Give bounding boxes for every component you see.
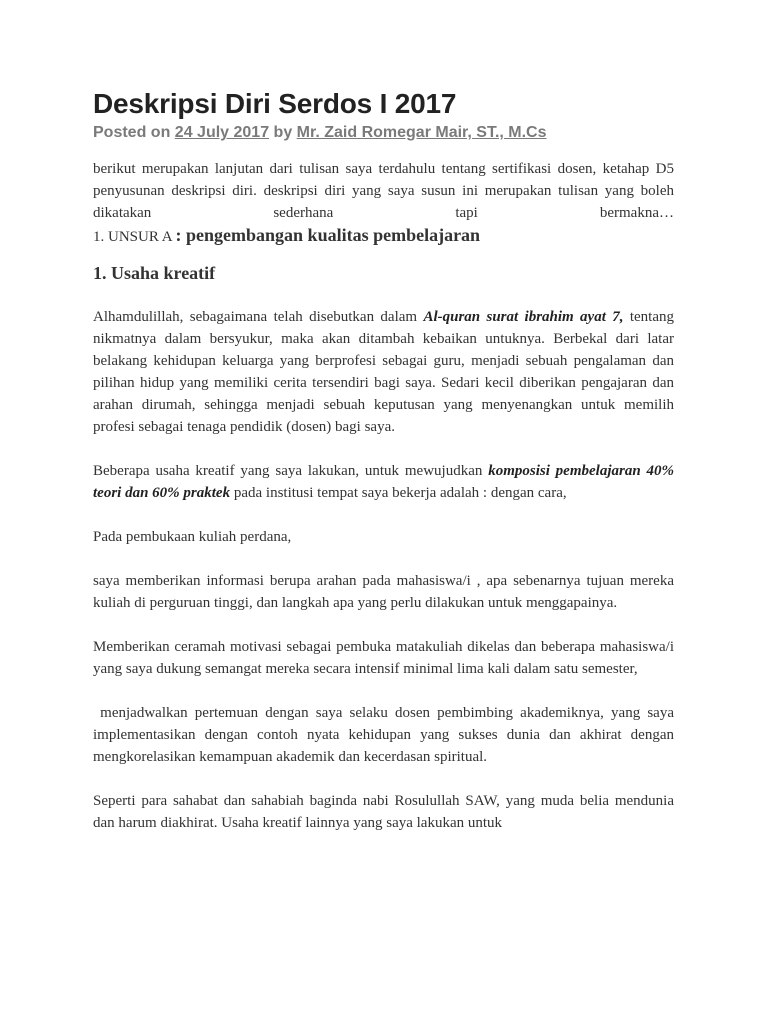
unsur-label: 1. UNSUR A bbox=[93, 229, 172, 245]
paragraph-7: Seperti para sahabat dan sahabiah baginda nabi Rosulullah SAW, yang muda belia mendunia dan harum diakhirat. Usaha kreatif lainnya yang saya lakukan untuk bbox=[93, 793, 674, 831]
author-link[interactable]: Mr. Zaid Romegar Mair, ST., M.Cs bbox=[296, 124, 547, 141]
paragraph-4: saya memberikan informasi berupa arahan pada mahasiswa/i , apa sebenarnya tujuan mereka kuliah di perguruan tinggi, dan langkah apa yang perlu dilakukan untuk menggapainya. bbox=[93, 573, 674, 611]
article bbox=[93, 86, 674, 856]
unsur-heading: : pengembangan kualitas pembelajaran bbox=[175, 225, 481, 245]
p1-text-after: tentang nikmatnya dalam bersyukur, maka akan ditambah kebaikan untuknya. Berbekal dari latar belakang kehidupan keluarga yang berprofesi sebagai guru, menjadi sebuah pengalaman dan pilihan hidup yang memiliki cerita tersendiri bagi saya. Sedari kecil diberikan pengajaran dan arahan dirumah, sehingga menjadi sebuah keputusan yang menyenangkan untuk memilih profesi sebagai tenaga pendidik (dosen) bagi saya. bbox=[93, 309, 675, 435]
p1-text-before: Alhamdulillah, sebagaimana telah disebutkan dalam bbox=[93, 309, 424, 325]
page-title: Deskripsi Diri Serdos I 2017 bbox=[93, 88, 457, 119]
post-meta bbox=[93, 122, 674, 144]
posted-on-label: Posted on bbox=[93, 124, 171, 141]
p1-emphasis: Al-quran surat ibrahim ayat 7, bbox=[423, 309, 624, 325]
p2-emphasis: komposisi pembelajaran 40% teori dan 60% praktek bbox=[93, 463, 674, 501]
post-date-link[interactable]: 24 July 2017 bbox=[174, 124, 270, 141]
paragraph-2 bbox=[93, 460, 674, 504]
by-label: by bbox=[273, 124, 293, 141]
paragraph-3: Pada pembukaan kuliah perdana, bbox=[93, 529, 292, 545]
section-heading: 1. Usaha kreatif bbox=[93, 263, 216, 283]
p6-text: menjadwalkan pertemuan dengan saya selaku dosen pembimbing akademiknya, yang saya implementasikan dengan contoh nyata kehidupan yang sukses dunia dan akhirat dengan mengkorelasikan kemampuan akademik dan kecerdasan spiritual. bbox=[93, 705, 674, 765]
intro-paragraph: berikut merupakan lanjutan dari tulisan saya terdahulu tentang sertifikasi dosen, ketahap D5 penyusunan deskripsi diri. deskripsi diri yang saya susun ini merupakan tulisan yang boleh dikatakan sederhana tapi bermakna… bbox=[93, 161, 674, 221]
p2-text-before: Beberapa usaha kreatif yang saya lakukan, untuk mewujudkan bbox=[93, 463, 489, 479]
p2-text-after: pada institusi tempat saya bekerja adalah : dengan cara, bbox=[230, 485, 567, 501]
paragraph-5: Memberikan ceramah motivasi sebagai pembuka matakuliah dikelas dan beberapa mahasiswa/i yang saya dukung semangat mereka secara intensif minimal lima kali dalam satu semester, bbox=[93, 639, 674, 677]
unsur-line bbox=[93, 224, 674, 248]
paragraph-1 bbox=[93, 306, 674, 438]
paragraph-6 bbox=[93, 702, 674, 768]
